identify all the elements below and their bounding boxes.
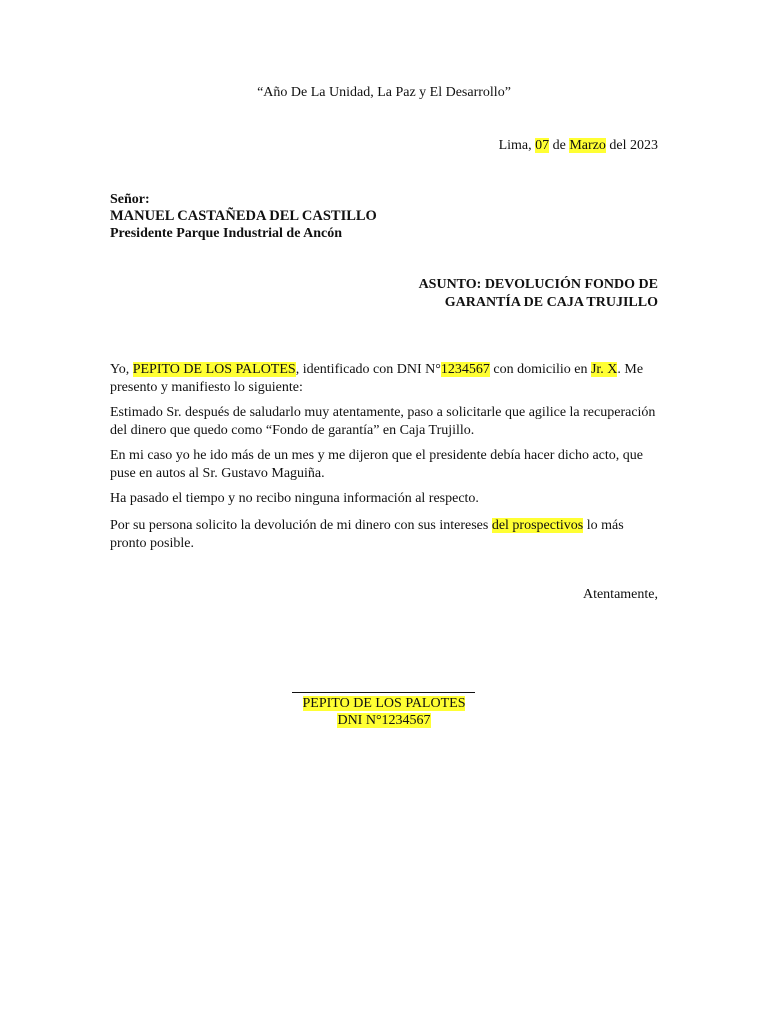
signature-line [292,692,475,693]
date-prefix: Lima, [498,138,536,153]
paragraph-request: Estimado Sr. después de saludarlo muy atentamente, paso a solicitarle que agilice la recuperación del dinero que quedo como “Fondo de garantía” en Caja Trujillo. [110,405,656,438]
paragraph-case: En mi caso yo he ido más de un mes y me dijeron que el presidente debía hacer dicho acto, que puse en autos al Sr. Gustavo Maguiña. [110,448,643,481]
p1-mid1: , identificado con DNI N° [295,362,441,377]
paragraph-introduction [110,361,658,397]
p1-end: . Me presento y manifiesto lo siguiente: [110,362,644,395]
subject-line-1: ASUNTO: DEVOLUCIÓN FONDO DE [418,277,658,292]
signature-dni: DNI N°1234567 [337,713,431,728]
closing-phrase: Atentamente, [582,587,658,602]
date-de: de [549,138,570,153]
signature-block [0,695,768,729]
addressee-name: MANUEL CASTAÑEDA DEL CASTILLO [110,208,377,224]
year-motto: “Año De La Unidad, La Paz y El Desarrollo” [257,85,511,100]
subject-block [419,276,658,312]
date-month: Marzo [569,138,606,153]
p5-start: Por su persona solicito la devolución de mi dinero con sus intereses [110,518,492,533]
addressee-salutation: Señor: [110,192,150,207]
p1-intro: Yo, [110,362,133,377]
date-suffix: del 2023 [605,138,658,153]
addressee-block [110,191,377,242]
paragraph-time: Ha pasado el tiempo y no recibo ninguna información al respecto. [110,491,479,506]
date-day: 07 [535,138,550,153]
p1-name: PEPITO DE LOS PALOTES [132,362,296,377]
subject-line-2: GARANTÍA DE CAJA TRUJILLO [444,295,658,310]
p1-mid2: con domicilio en [489,362,591,377]
p1-address: Jr. X [590,362,618,377]
letter-date [499,138,658,154]
p5-end: lo más pronto posible. [110,518,624,551]
addressee-position: Presidente Parque Industrial de Ancón [110,226,343,241]
paragraph-refund [110,517,658,553]
signature-name: PEPITO DE LOS PALOTES [302,696,466,711]
p5-highlight: del prospectivos [491,518,584,533]
p1-dni: 1234567 [440,362,490,377]
